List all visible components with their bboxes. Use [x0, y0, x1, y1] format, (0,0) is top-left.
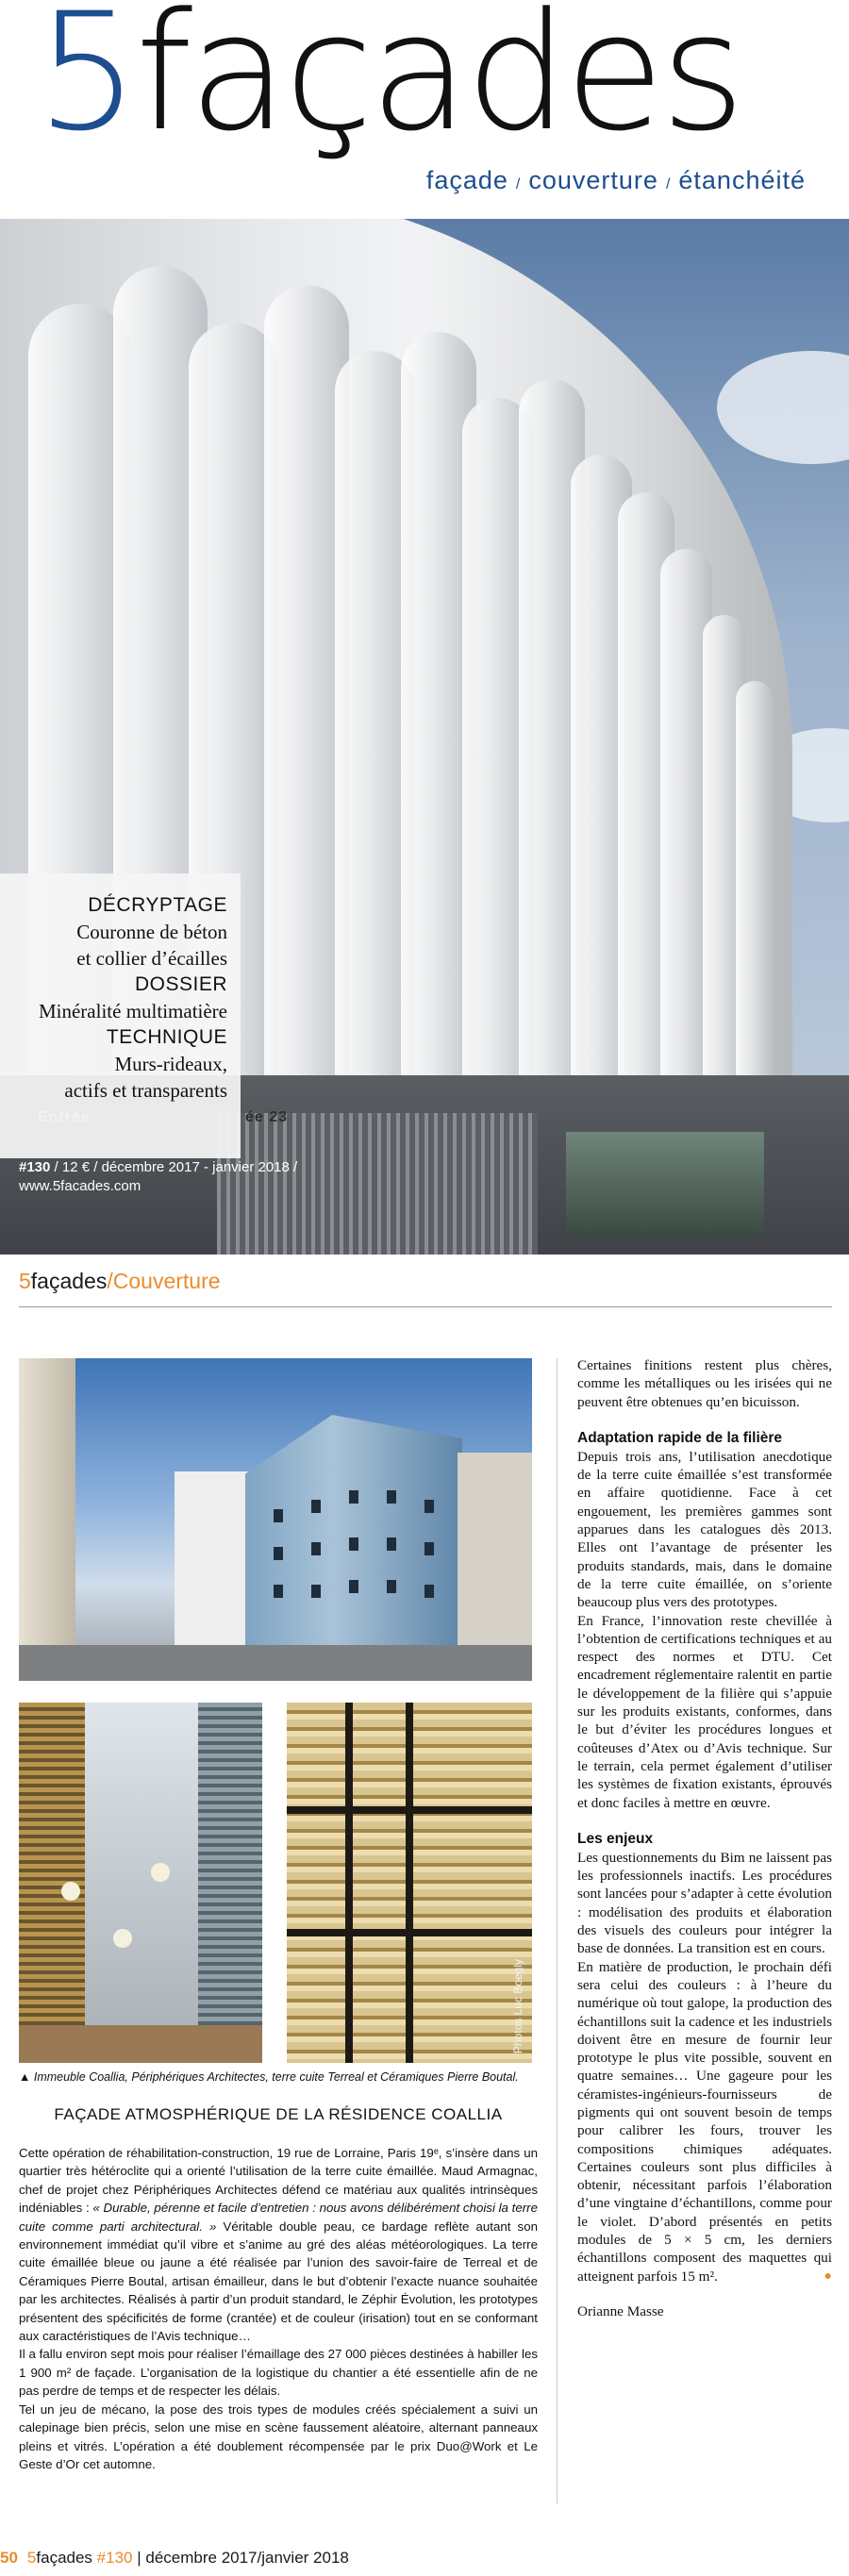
magazine-cover [0, 0, 849, 1255]
column-paragraph: Les questionnements du Bim ne laissent pas les professionnels inactifs. Les procédures sont lancées pour s’adapter à cette évolution : modélisation des produits et élaboration des visuels des couleurs pour intégrer la base de données. La transition est en cours. [577, 1849, 832, 1957]
cover-issue-info [19, 1158, 297, 1196]
article-paragraph: Tel un jeu de mécano, la pose des trois types de modules créés spécialement a suivi un calepinage bien précis, selon une mise en scène faussement aléatoire, alternant panneaux pleins et vitrés. L’opération a été doublement récompensée par le prix Duo@Work et Le Geste d’Or cet automne. [19, 2401, 538, 2471]
column-paragraph: En matière de production, le prochain défi sera celui des couleurs : à l’heure du numérique où tout galope, la production des échantillons suit la cadence et les industriels doivent être en mesure de fournir leur prototype le plus vite possible, souvent en quatre semaines… Une gageure pour les céramistes-ingénieurs-fournisseurs de pigments qui ont souvent besoin de temps pour calibrer les fours, trouver les compositions chimiques adéquates. Certaines couleurs sont plus difficiles à obtenir, nécessitant parfois l’élaboration d’une vingtaine d’échantillons, comme pour le violet. D’abord présentés en petits modules de 5 × 5 cm, les derniers échantillons composent des maquettes qui atteignent parfois 15 m². ● [577, 1958, 832, 2285]
cover-category: TECHNIQUE [106, 1026, 227, 1048]
header-slash: / [107, 1269, 113, 1293]
footer-brand-word: façades [36, 2549, 92, 2567]
article-body [19, 2144, 538, 2473]
end-mark-icon: ● [824, 2269, 832, 2284]
issue-price-date: / 12 € / décembre 2017 - janvier 2018 / [50, 1159, 298, 1175]
column-paragraph: Certaines finitions restent plus chères, comme les métalliques ou les irisées qui ne peuvent être obtenues qu’en bicuisson. [577, 1357, 832, 1410]
logo-word: façades [135, 0, 741, 167]
page-number: 50 [0, 2549, 18, 2567]
cover-headline: Couronne de béton [76, 921, 227, 943]
logo-number: 5 [36, 0, 136, 167]
header-divider [19, 1306, 832, 1307]
website-url: www.5facades.com [19, 1178, 142, 1194]
photo-courtyard [19, 1703, 262, 2063]
column-divider [557, 1358, 558, 2504]
section-header [19, 1269, 221, 1294]
cover-headline: et collier d’écailles [76, 947, 227, 970]
author-name: Orianne Masse [577, 2302, 664, 2319]
column-paragraph: En France, l’innovation reste chevillée à l’obtention de certifications techniques et au respect des normes et DTU. Cet encadrement réglementaire ralentit en partie le développement de la filière qui s’appuie sur les produits existants, conformes, dans le but d’éviter les procédures longues et coûteuses d’Atex ou d’Avis technique. Sur le terrain, cela permet également d’utiliser les systèmes de fixation existants, éprouvés et donc faciles à mettre en œuvre. [577, 1612, 832, 1811]
tagline-facade: façade [425, 166, 508, 194]
tagline [426, 166, 806, 195]
tagline-etancheite: étanchéité [678, 166, 806, 194]
right-column [577, 1356, 832, 2320]
photo-credit: Photos Luc Boegly [511, 1958, 524, 2053]
article-title: FAÇADE ATMOSPHÉRIQUE DE LA RÉSIDENCE COALLIA [54, 2105, 503, 2123]
header-brand-number: 5 [19, 1269, 31, 1293]
subheading-enjeux: Les enjeux [577, 1830, 654, 1847]
cover-headline: Murs-rideaux, [114, 1053, 227, 1075]
column-paragraph: Depuis trois ans, l’utilisation anecdotique de la terre cuite émaillée s’est transformée en affaire quotidienne. Face à cet engouement, les premières gammes sont apparues dans les catalogues dès 2013. Elles ont l’avantage de présenter les produits standards, mais, dans le domaine de la terre cuite émaillée, on s’oriente beaucoup plus vers des prototypes. [577, 1448, 832, 1611]
tagline-couverture: couverture [528, 166, 658, 194]
header-section-name: Couverture [112, 1269, 221, 1293]
page-footer [0, 2549, 349, 2568]
photo-coallia-exterior [19, 1358, 532, 1681]
subheading-adaptation: Adaptation rapide de la filière [577, 1429, 783, 1446]
photo-caption: ▲ Immeuble Coallia, Périphériques Architectes, terre cuite Terreal et Céramiques Pierre Boutal. [19, 2070, 519, 2084]
entrance-sign: ée 23 [245, 1109, 289, 1125]
cover-headline: Minéralité multimatière [38, 1000, 227, 1022]
footer-issue: #130 [96, 2549, 133, 2567]
cover-contents-box [0, 873, 241, 1158]
photo-glazed-terracotta-detail [287, 1703, 532, 2063]
footer-date: | décembre 2017/janvier 2018 [137, 2549, 349, 2567]
article-paragraph: Cette opération de réhabilitation-construction, 19 rue de Lorraine, Paris 19ᵉ, s’insère dans un quartier très hétéroclite qui a orienté l’utilisation de la terre cuite émaillée. Maud Armagnac, chef de projet chez Périphériques Architectes défend ce matériau aux qualités intrinsèques indéniables : « Durable, pérenne et facile d’entretien : nous avons délibérément choisi la terre cuite comme parti architectural. » Véritable double peau, ce bardage reflète autant son environnement immédiat qu’il vibre et s’anime au gré des aléas météorologiques. La terre cuite émaillée bleue ou jaune a été réalisée par l’union des savoir-faire de Terreal et de Céramiques Pierre Boutal, artisan émailleur, dans le but d’obtenir l’exacte nuance souhaitée par les architectes. Réalisés à partir d’un produit standard, le Zéphir Évolution, les prototypes présentent des spécificités de forme (crantée) et de couleur (irisation) tout en se conformant aux caractéristiques de l’Avis technique… [19, 2146, 538, 2344]
cover-category: DÉCRYPTAGE [88, 894, 227, 916]
magazine-logo [36, 0, 741, 167]
tagline-separator: / [665, 176, 672, 192]
tagline-separator: / [515, 176, 522, 192]
article-paragraph: Il a fallu environ sept mois pour réaliser l’émaillage des 27 000 pièces destinées à habiller les 1 900 m² de façade. L’organisation de la logistique du chantier a été essentielle afin de ne pas perdre de temps et de respecter les délais. [19, 2347, 538, 2399]
footer-brand-number: 5 [26, 2549, 37, 2567]
cover-headline: actifs et transparents [64, 1079, 227, 1102]
cover-category: DOSSIER [134, 973, 227, 995]
quote: « Durable, pérenne et facile d’entretien : nous avons délibérément choisi la terre cuite comme parti architectural. » [19, 2201, 538, 2234]
issue-number: #130 [19, 1159, 51, 1175]
header-brand-word: façades [30, 1269, 108, 1293]
